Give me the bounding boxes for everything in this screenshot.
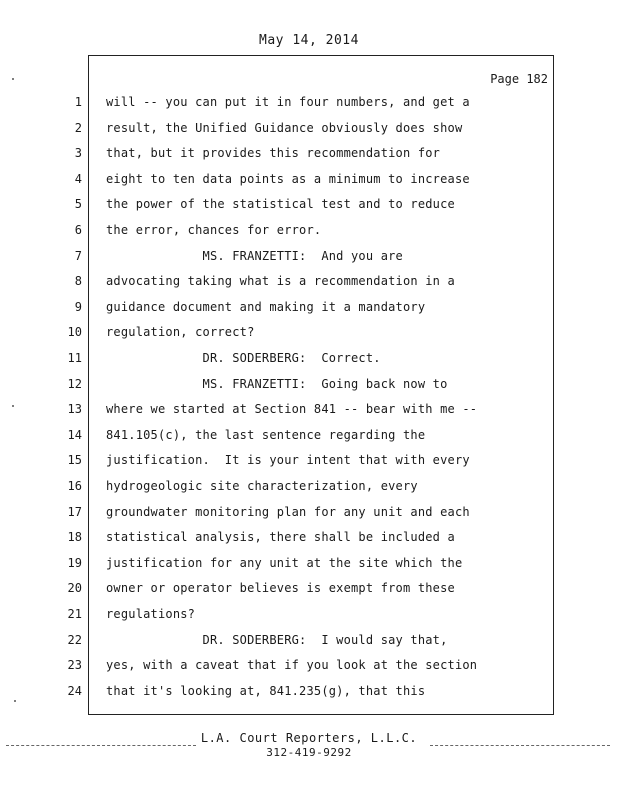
line-number: 13: [67, 402, 82, 416]
line-number: 11: [67, 351, 82, 365]
transcript-line-text: where we started at Section 841 -- bear with me --: [106, 402, 478, 416]
transcript-line-text: that it's looking at, 841.235(g), that this: [106, 684, 426, 698]
line-number: 3: [74, 146, 82, 160]
line-number: 19: [67, 556, 82, 570]
line-number: 10: [67, 325, 82, 339]
line-number: 2: [74, 121, 82, 135]
transcript-line-text: MS. FRANZETTI: And you are: [106, 249, 403, 263]
transcript-line-text: that, but it provides this recommendation for: [106, 146, 441, 160]
page-number: Page 182: [490, 72, 548, 86]
line-number: 7: [74, 249, 82, 263]
scan-speck: [14, 700, 16, 702]
line-number: 17: [67, 505, 82, 519]
transcript-line-text: the power of the statistical test and to reduce: [106, 197, 455, 211]
transcript-line-text: hydrogeologic site characterization, every: [106, 479, 418, 493]
line-number: 20: [67, 581, 82, 595]
transcript-line-text: the error, chances for error.: [106, 223, 322, 237]
transcript-line-text: justification for any unit at the site which the: [106, 556, 463, 570]
line-number: 23: [67, 658, 82, 672]
transcript-line-text: advocating taking what is a recommendation in a: [106, 274, 455, 288]
transcript-line-text: regulations?: [106, 607, 196, 621]
transcript-line-text: DR. SODERBERG: I would say that,: [106, 633, 448, 647]
scan-speck: [12, 405, 14, 407]
line-number: 6: [74, 223, 82, 237]
court-reporter-phone: 312-419-9292: [266, 746, 352, 759]
transcript-line-text: MS. FRANZETTI: Going back now to: [106, 377, 448, 391]
transcript-line-text: yes, with a caveat that if you look at the section: [106, 658, 478, 672]
line-number: 9: [74, 300, 82, 314]
court-reporter-name: L.A. Court Reporters, L.L.C.: [200, 731, 418, 745]
transcript-line-text: DR. SODERBERG: Correct.: [106, 351, 381, 365]
transcript-line-text: guidance document and making it a mandatory: [106, 300, 426, 314]
line-number: 4: [74, 172, 82, 186]
transcript-line-text: regulation, correct?: [106, 325, 255, 339]
transcript-line-text: owner or operator believes is exempt from these: [106, 581, 455, 595]
transcript-line-text: statistical analysis, there shall be included a: [106, 530, 455, 544]
transcript-line-text: groundwater monitoring plan for any unit and each: [106, 505, 470, 519]
line-number: 18: [67, 530, 82, 544]
transcript-line-text: justification. It is your intent that with every: [106, 453, 470, 467]
transcript-line-text: 841.105(c), the last sentence regarding the: [106, 428, 426, 442]
line-number: 5: [74, 197, 82, 211]
line-number: 1: [74, 95, 82, 109]
line-number: 22: [67, 633, 82, 647]
line-number: 12: [67, 377, 82, 391]
line-number: 16: [67, 479, 82, 493]
line-number: 24: [67, 684, 82, 698]
line-number: 15: [67, 453, 82, 467]
line-number: 21: [67, 607, 82, 621]
transcript-date: May 14, 2014: [259, 33, 359, 48]
transcript-line-text: will -- you can put it in four numbers, and get a: [106, 95, 470, 109]
line-number: 14: [67, 428, 82, 442]
line-number: 8: [74, 274, 82, 288]
transcript-line-text: result, the Unified Guidance obviously does show: [106, 121, 463, 135]
transcript-line-text: eight to ten data points as a minimum to increase: [106, 172, 470, 186]
scan-speck: [12, 78, 14, 80]
